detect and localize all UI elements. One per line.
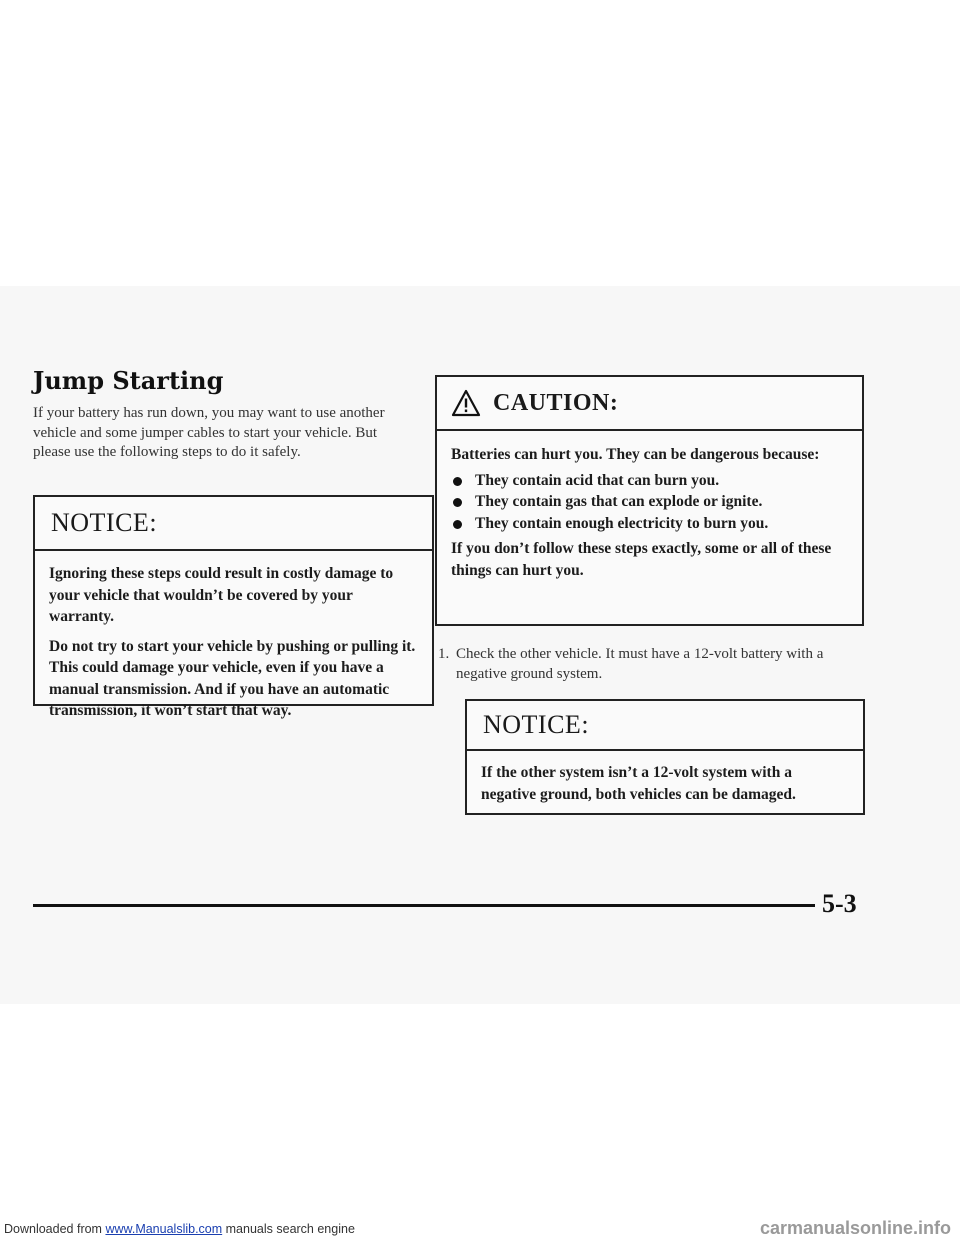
manualslib-link[interactable]: www.Manualslib.com <box>105 1222 223 1236</box>
banner-suffix: manuals search engine <box>222 1222 355 1236</box>
caution-box <box>435 375 864 626</box>
bullet-dot-icon <box>453 498 462 507</box>
notice-title: NOTICE: <box>35 497 432 551</box>
intro-paragraph: If your battery has run down, you may want to use another vehicle and some jumper cables to start your vehicle. But please use the following steps to do it safely. <box>33 405 385 460</box>
caution-bullet <box>451 491 848 513</box>
banner-prefix: Downloaded from <box>4 1222 106 1236</box>
caution-bullet <box>451 470 848 492</box>
caution-bullet-text: They contain enough electricity to burn you. <box>475 514 769 532</box>
caution-title: CAUTION: <box>493 389 619 416</box>
bullet-dot-icon <box>453 477 462 486</box>
watermark: carmanualsonline.info <box>760 1218 952 1238</box>
notice-box-damage <box>33 495 434 719</box>
footer-rule <box>33 904 815 907</box>
caution-bullet-list <box>451 470 848 535</box>
caution-bullet <box>451 513 848 535</box>
download-banner <box>4 1222 355 1236</box>
notice-paragraph: If the other system isn’t a 12-volt system with a negative ground, both vehicles can be damaged. <box>481 764 796 803</box>
notice-paragraph: Ignoring these steps could result in costly damage to your vehicle that wouldn’t be covered by your warranty. <box>49 565 394 625</box>
page-number: 5-3 <box>822 889 857 918</box>
caution-closing: If you don’t follow these steps exactly, some or all of these things can hurt you. <box>451 540 832 579</box>
notice-box-ground <box>465 699 865 815</box>
notice-title: NOTICE: <box>467 701 863 751</box>
bullet-dot-icon <box>453 520 462 529</box>
notice-body <box>35 551 432 722</box>
notice-body <box>467 751 863 805</box>
warning-triangle-icon <box>451 389 481 417</box>
caution-body <box>437 431 862 581</box>
caution-bullet-text: They contain gas that can explode or ignite. <box>475 493 763 510</box>
caution-header <box>437 377 862 431</box>
step-text: Check the other vehicle. It must have a 12-volt battery with a negative ground system. <box>456 646 824 682</box>
notice-paragraph: Do not try to start your vehicle by pushing or pulling it. This could damage your vehicle, even if you have a manual transmission. And if you have an automatic transmission, it won’t start that way. <box>49 637 416 719</box>
step-number: 1. <box>438 646 450 662</box>
section-title: Jump Starting <box>33 366 224 395</box>
caution-lead: Batteries can hurt you. They can be dangerous because: <box>451 446 820 463</box>
step-1 <box>438 645 858 684</box>
caution-bullet-text: They contain acid that can burn you. <box>475 471 720 489</box>
